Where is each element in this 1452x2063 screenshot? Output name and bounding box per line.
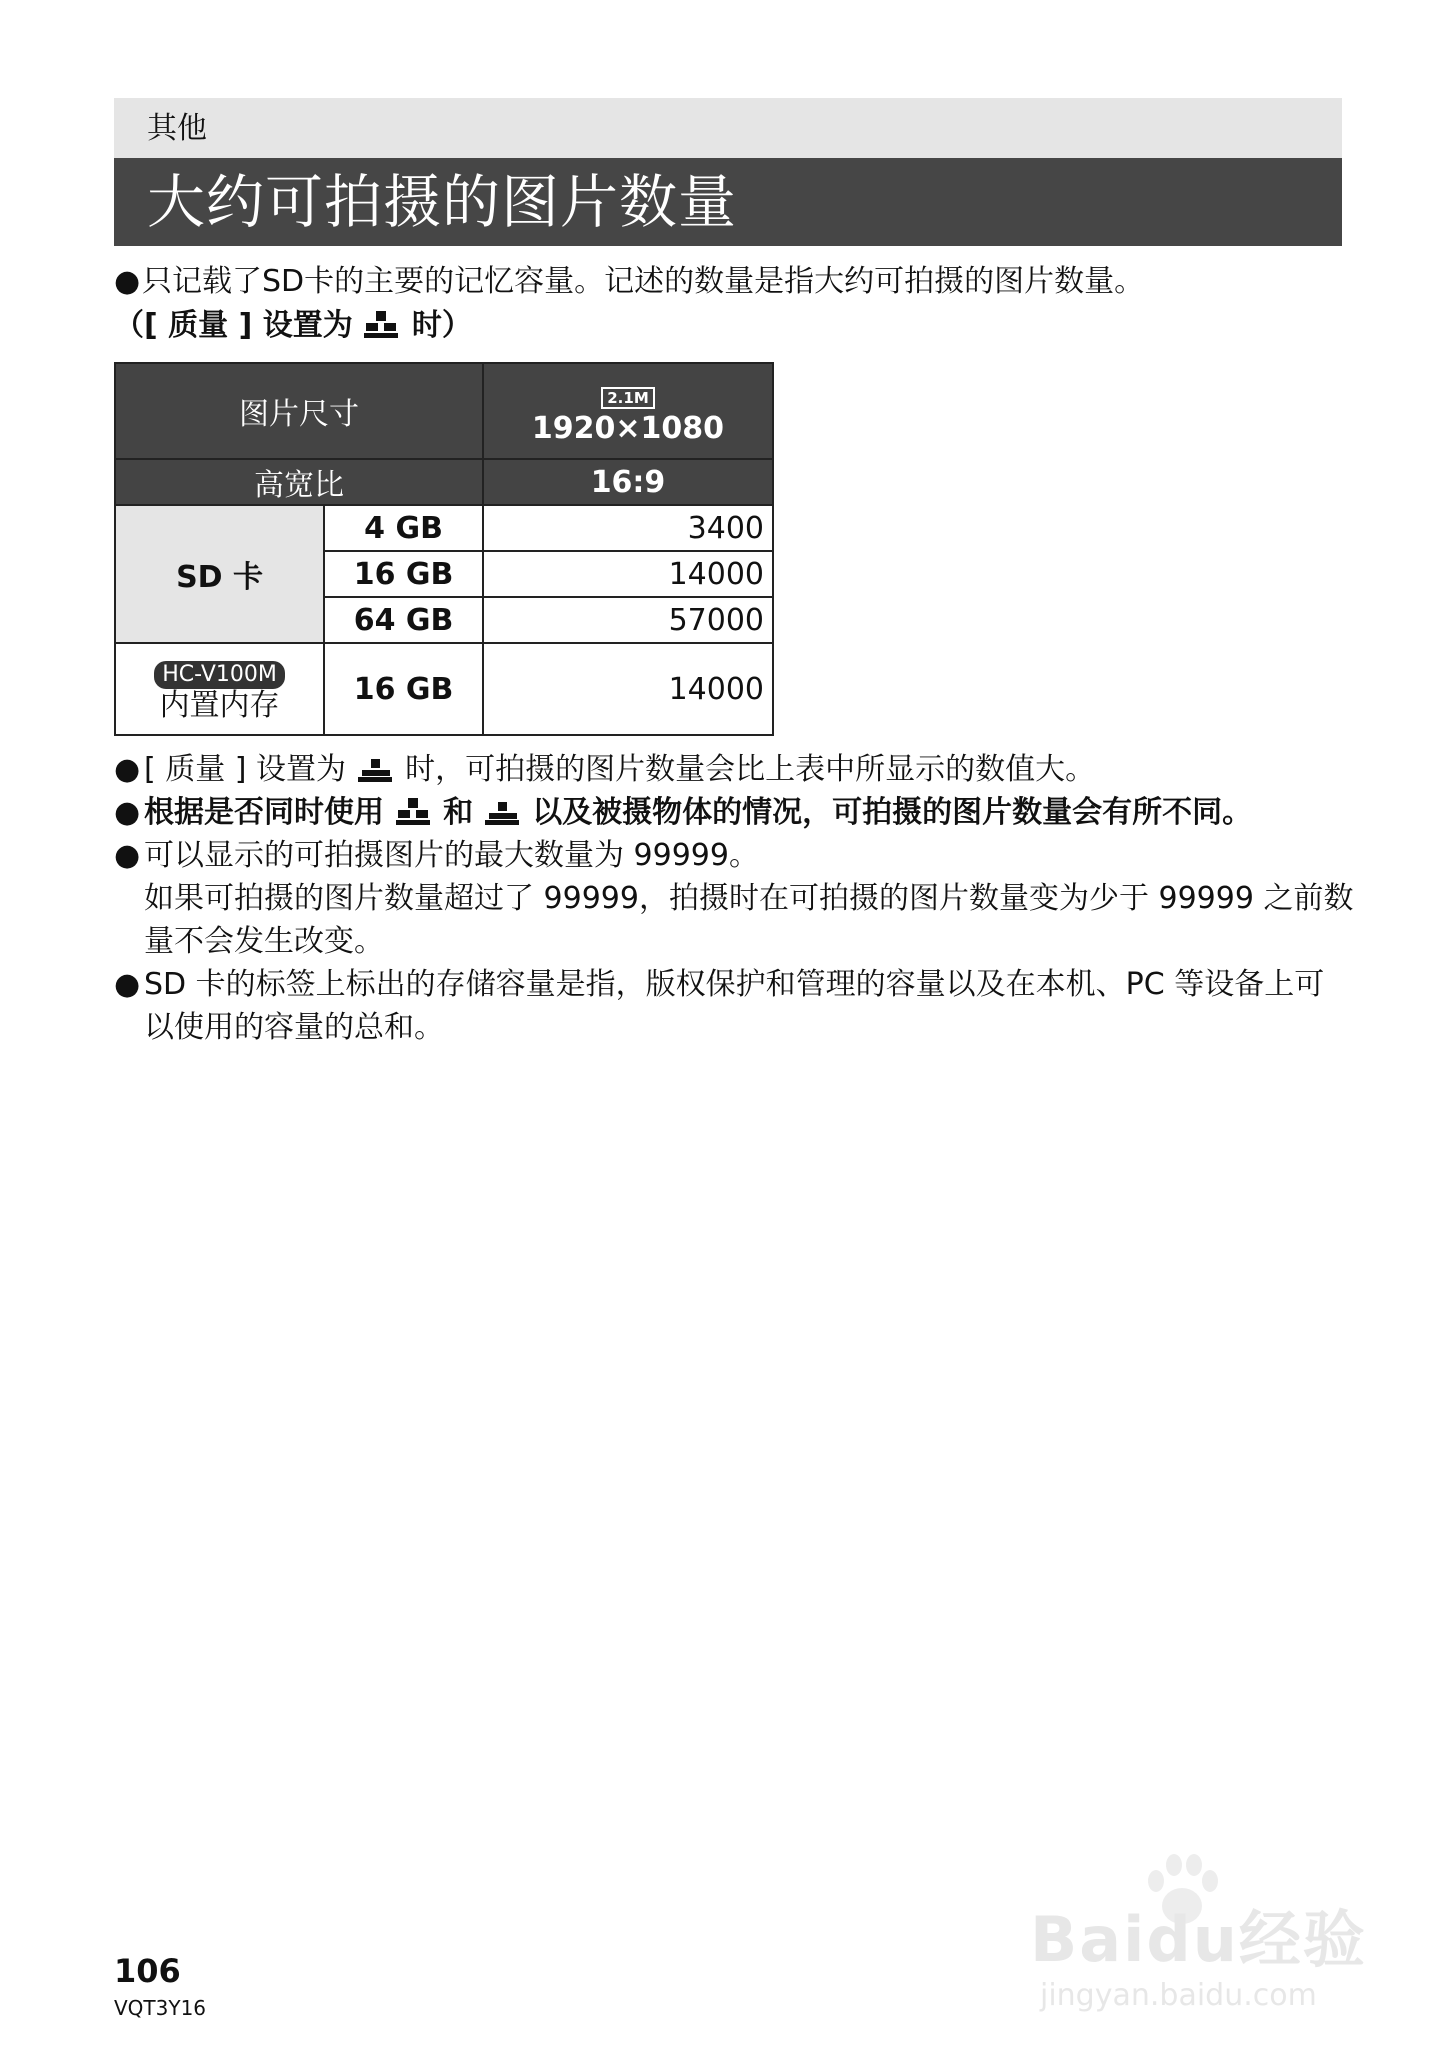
count-cell: 14000 bbox=[483, 551, 773, 597]
capacity-cell: 4 GB bbox=[324, 505, 483, 551]
picture-count-table bbox=[114, 362, 774, 736]
table-row-size bbox=[115, 363, 773, 459]
size-cell bbox=[483, 363, 773, 459]
note-2-c: 以及被摄物体的情况，可拍摄的图片数量会有所不同。 bbox=[532, 795, 1253, 830]
intro-line-1-text: 只记载了SD卡的主要的记忆容量。记述的数量是指大约可拍摄的图片数量。 bbox=[142, 264, 1145, 299]
note-item bbox=[114, 748, 1354, 791]
note-item bbox=[114, 963, 1354, 1049]
internal-memory-label: 内置内存 bbox=[159, 688, 280, 723]
baidu-watermark bbox=[1030, 1850, 1370, 2030]
count-cell: 57000 bbox=[483, 597, 773, 643]
bullet-dot-icon: ● bbox=[114, 967, 141, 1002]
model-badge: HC-V100M bbox=[154, 661, 285, 689]
page-title: 大约可拍摄的图片数量 bbox=[147, 168, 738, 236]
notes-list bbox=[114, 748, 1354, 1049]
intro-line-1 bbox=[114, 260, 1354, 304]
note-3-line-1: 可以显示的可拍摄图片的最大数量为 99999。 bbox=[144, 838, 759, 873]
count-cell: 3400 bbox=[483, 505, 773, 551]
table-row-internal bbox=[115, 643, 773, 735]
note-1-prefix: [ 质量 ] 设置为 bbox=[144, 752, 347, 787]
bullet-dot-icon: ● bbox=[114, 264, 141, 299]
watermark-url: jingyan.baidu.com bbox=[1040, 1978, 1317, 2013]
note-1-suffix: 时，可拍摄的图片数量会比上表中所显示的数值大。 bbox=[405, 752, 1096, 787]
quality-standard-icon bbox=[356, 755, 396, 783]
intro-line-2 bbox=[114, 304, 1354, 348]
capacity-cell: 64 GB bbox=[324, 597, 483, 643]
bullet-dot-icon: ● bbox=[114, 752, 141, 787]
bullet-dot-icon: ● bbox=[114, 795, 141, 830]
capacity-cell: 16 GB bbox=[324, 643, 483, 735]
aspect-value: 16:9 bbox=[483, 459, 773, 505]
note-2-a: 根据是否同时使用 bbox=[144, 795, 384, 830]
count-cell: 14000 bbox=[483, 643, 773, 735]
resolution-badge-icon: 2.1M bbox=[601, 387, 655, 409]
table-row-aspect bbox=[115, 459, 773, 505]
intro-line-2-prefix: （[ 质量 ] 设置为 bbox=[114, 308, 353, 343]
aspect-label: 高宽比 bbox=[115, 459, 483, 505]
page-number: 106 bbox=[114, 1952, 181, 1990]
intro-text bbox=[114, 260, 1354, 348]
quality-fine-icon bbox=[362, 311, 402, 339]
note-4: SD 卡的标签上标出的存储容量是指，版权保护和管理的容量以及在本机、PC 等设备上可以使用的容量的总和。 bbox=[144, 967, 1325, 1045]
size-value: 1920×1080 bbox=[531, 411, 725, 446]
note-item bbox=[114, 834, 1354, 963]
table-row bbox=[115, 505, 773, 551]
capacity-cell: 16 GB bbox=[324, 551, 483, 597]
intro-line-2-suffix: 时） bbox=[411, 308, 472, 343]
quality-fine-icon bbox=[394, 798, 434, 826]
section-label: 其他 bbox=[147, 111, 207, 146]
bullet-dot-icon: ● bbox=[114, 838, 141, 873]
internal-memory-cell bbox=[115, 643, 324, 735]
note-item bbox=[114, 791, 1354, 834]
sd-card-label: SD 卡 bbox=[115, 505, 324, 643]
section-header bbox=[114, 98, 1342, 158]
quality-standard-icon bbox=[483, 798, 523, 826]
note-2-b: 和 bbox=[443, 795, 474, 830]
title-bar bbox=[114, 158, 1342, 246]
watermark-brand: Baidu经验 bbox=[1030, 1903, 1367, 1976]
size-label: 图片尺寸 bbox=[115, 363, 483, 459]
note-3-line-2: 如果可拍摄的图片数量超过了 99999，拍摄时在可拍摄的图片数量变为少于 99999 之前数量不会发生改变。 bbox=[144, 881, 1354, 959]
document-code: VQT3Y16 bbox=[114, 1996, 207, 2020]
